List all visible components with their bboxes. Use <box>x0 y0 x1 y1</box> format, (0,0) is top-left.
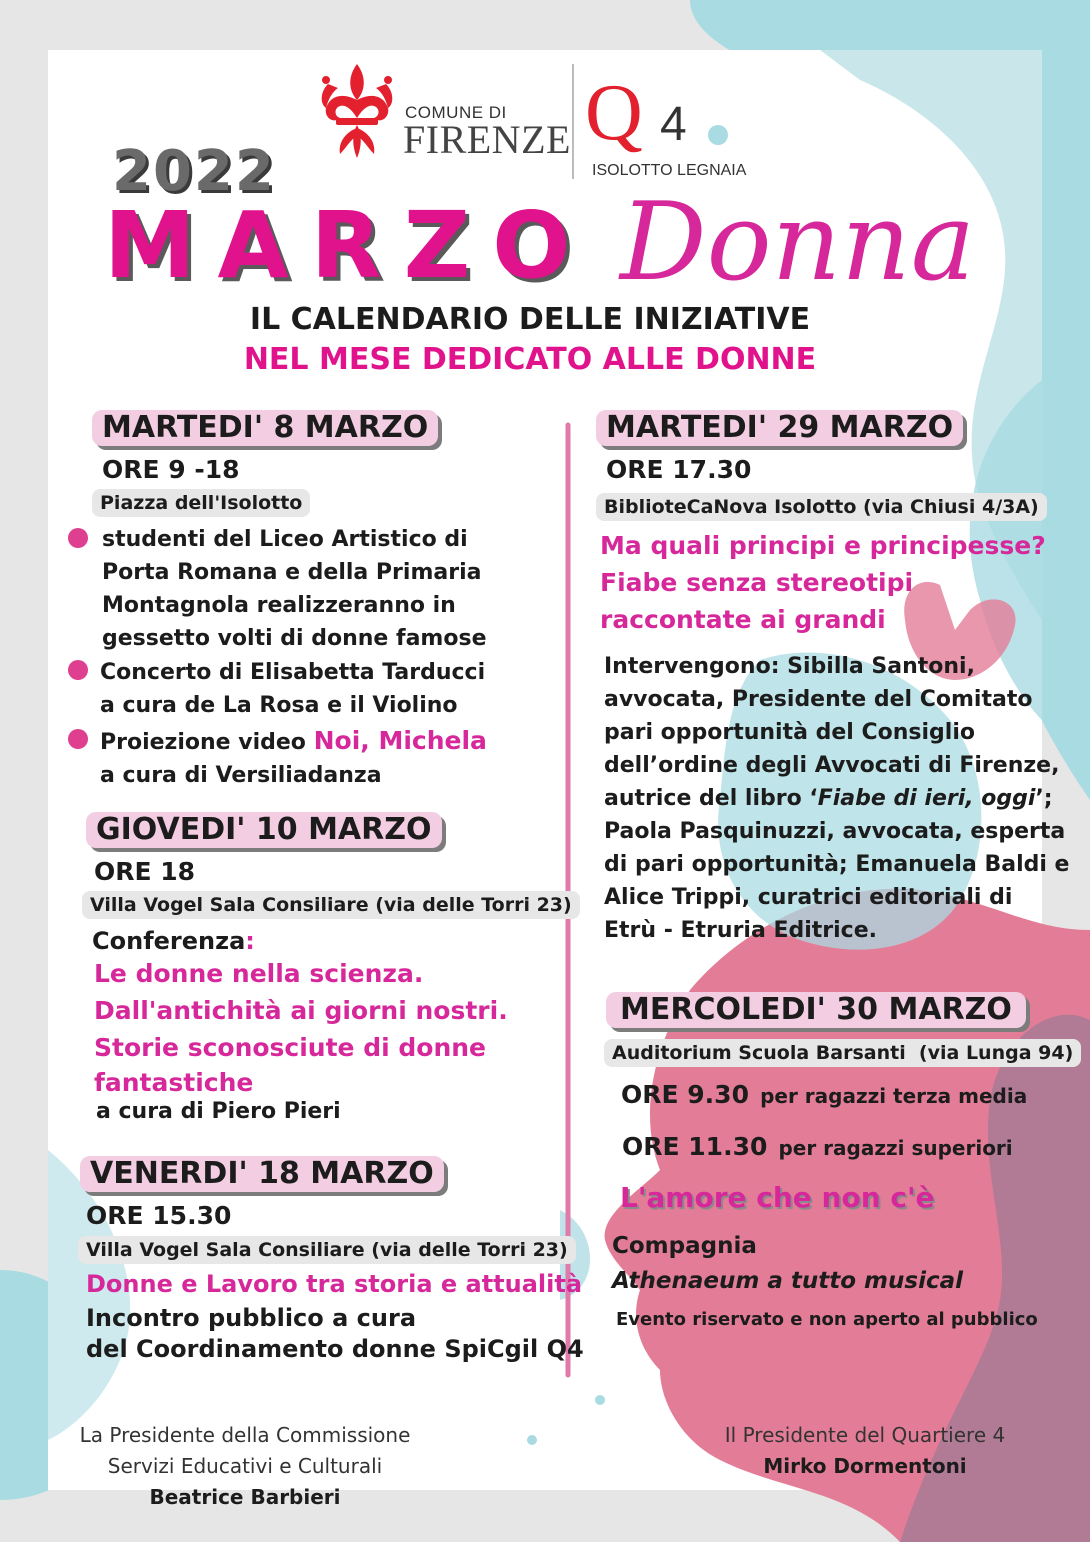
florence-lily-logo <box>312 62 402 162</box>
bullet-icon <box>68 660 88 680</box>
bullet-text: Proiezione video Noi, Michela a cura di Versiliadanza <box>100 726 487 788</box>
date-badge: MARTEDI' 29 MARZO <box>596 410 963 446</box>
show-title: L'amore che non c'è <box>620 1181 935 1214</box>
conference-curator: a cura di Piero Pieri <box>96 1099 341 1124</box>
event-time: ORE 9 -18 <box>102 455 240 484</box>
q4-number: 4 <box>660 98 687 151</box>
date-badge: MARTEDI' 8 MARZO <box>92 410 438 446</box>
event-title: Donne e Lavoro tra storia e attualità <box>86 1270 583 1298</box>
conference-title: Le donne nella scienza. Dall'antichità ai giorni nostri. Storie sconosciute di donne fantastiche <box>94 959 508 1097</box>
subtitle-calendario: IL CALENDARIO DELLE INIZIATIVE <box>249 302 811 337</box>
event-place: Villa Vogel Sala Consiliare (via delle Torri 23) <box>82 891 580 919</box>
event-speakers: Intervengono: Sibilla Santoni, avvocata, Presidente del Comitato pari opportunità del Consiglio dell’ordine degli Avvocati di Firenze, autrice del libro ‘Fiabe di ieri, oggi’; Paola Pasquinuzzi, avvocata, esperta di pari opportunità; Emanuela Baldi e Alice Trippi, curatrici editoriali di Etrù - Etruria Editrice. <box>604 654 1070 943</box>
event-title: Ma quali principi e principesse? Fiabe senza stereotipi raccontate ai grandi <box>600 531 1046 634</box>
event-time: ORE 15.30 <box>86 1201 232 1230</box>
time-row-2: ORE 11.30 per ragazzi superiori <box>622 1132 1013 1161</box>
event-note: Evento riservato e non aperto al pubblico <box>616 1309 1038 1330</box>
conference-label: Conferenza: <box>92 927 255 955</box>
footer-right-signature: Il Presidente del Quartiere 4 Mirko Dormentoni <box>724 1423 1006 1478</box>
event-place: Piazza dell'Isolotto <box>92 489 310 517</box>
bullet-text: studenti del Liceo Artistico di Porta Romana e della Primaria Montagnola realizzeranno in gessetto volti di donne famose <box>102 527 487 651</box>
event-description: Incontro pubblico a cura del Coordinamento donne SpiCgil Q4 <box>86 1304 584 1363</box>
logo-divider <box>572 64 574 179</box>
event-time: ORE 17.30 <box>606 455 752 484</box>
book-title: Fiabe di ieri, oggi <box>817 786 1036 811</box>
event-time: ORE 18 <box>94 857 196 886</box>
q4-letter: Q <box>585 69 643 157</box>
event-place: Villa Vogel Sala Consiliare (via delle Torri 23) <box>78 1236 576 1264</box>
event-place: Auditorium Scuola Barsanti (via Lunga 94) <box>604 1039 1081 1067</box>
footer-left-signature: La Presidente della Commissione Servizi Educativi e Culturali Beatrice Barbieri <box>79 1423 411 1509</box>
date-badge: GIOVEDI' 10 MARZO <box>86 812 442 848</box>
q4-subtitle: ISOLOTTO LEGNAIA <box>592 162 747 179</box>
title-donna: Donna <box>620 180 976 305</box>
bullet-icon <box>68 528 88 548</box>
bullet-icon <box>68 729 88 749</box>
title-marzo: MARZO <box>104 192 593 299</box>
company: Compagnia Athenaeum a tutto musical <box>612 1233 963 1294</box>
comune-small-text: COMUNE DI <box>405 103 507 122</box>
bullet-text: Concerto di Elisabetta Tarducci a cura de La Rosa e il Violino <box>100 660 486 718</box>
event-place: BiblioteCaNova Isolotto (via Chiusi 4/3A) <box>596 493 1047 521</box>
video-title: Noi, Michela <box>313 726 487 755</box>
comune-big-text: FIRENZE <box>403 117 571 162</box>
year: 2022 <box>112 139 276 204</box>
time-row-1: ORE 9.30 per ragazzi terza media <box>621 1080 1028 1109</box>
subtitle-mese: NEL MESE DEDICATO ALLE DONNE <box>243 342 817 377</box>
date-badge: MERCOLEDI' 30 MARZO <box>606 992 1026 1028</box>
date-badge: VENERDI' 18 MARZO <box>80 1156 444 1192</box>
